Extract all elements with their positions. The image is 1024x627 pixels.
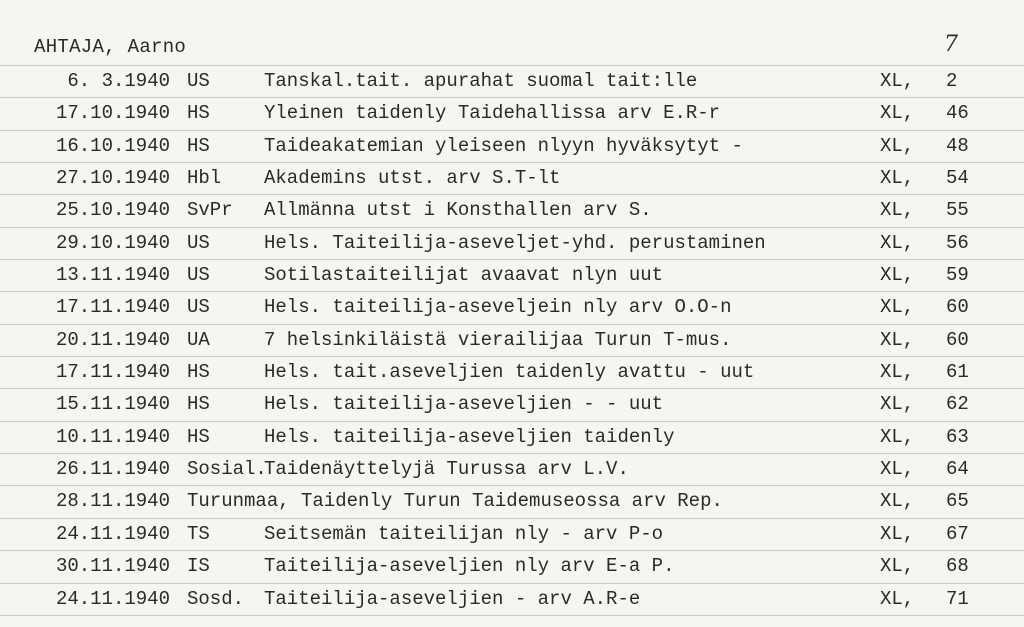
entry-title: Hels. taiteilija-aseveljien - - uut (264, 393, 664, 416)
entry-page: 60 (946, 296, 969, 319)
entry-source: HS (187, 425, 210, 448)
entry-volume: XL, (880, 296, 915, 319)
entry-page: 46 (946, 102, 969, 125)
entry-volume: XL, (880, 264, 915, 287)
entry-date: 30.11.1940 (55, 555, 170, 578)
entry-title: Allmänna utst i Konsthallen arv S. (264, 199, 652, 222)
list-item (0, 550, 1024, 582)
entry-title: Taiteilija-aseveljien - arv A.R-e (264, 587, 641, 610)
entry-source: SvPr (187, 199, 233, 222)
list-item (0, 453, 1024, 485)
entry-page: 61 (946, 361, 969, 384)
entry-title: Hels. tait.aseveljien taidenly avattu - uut (264, 361, 755, 384)
entry-source: UA (187, 328, 210, 351)
entry-volume: XL, (880, 70, 915, 92)
entry-volume: XL, (880, 102, 915, 125)
entry-volume: XL, (880, 393, 915, 416)
list-item (0, 356, 1024, 388)
entry-volume: XL, (880, 199, 915, 222)
entry-list (0, 65, 1024, 616)
entry-date: 26.11.1940 (55, 458, 170, 481)
list-item (0, 130, 1024, 162)
entry-volume: XL, (880, 555, 915, 578)
entry-source: US (187, 70, 210, 92)
entry-source: HS (187, 102, 210, 125)
entry-volume: XL, (880, 167, 915, 190)
entry-page: 65 (946, 490, 969, 513)
entry-date: 24.11.1940 (55, 522, 170, 545)
entry-title: Sotilastaiteilijat avaavat nlyn uut (264, 264, 664, 287)
list-item (0, 194, 1024, 226)
entry-date: 20.11.1940 (55, 328, 170, 351)
entry-source: Sosd. (187, 587, 245, 610)
entry-volume: XL, (880, 490, 915, 513)
entry-source: IS (187, 555, 210, 578)
entry-date: 17.11.1940 (55, 361, 170, 384)
entry-title: 7 helsinkiläistä vierailijaa Turun T-mus. (264, 328, 732, 351)
entry-date: 17.11.1940 (55, 296, 170, 319)
list-item (0, 291, 1024, 323)
card-header (0, 30, 1024, 64)
entry-volume: XL, (880, 587, 915, 610)
entry-page: 55 (946, 199, 969, 222)
entry-volume: XL, (880, 231, 915, 254)
entry-source: HS (187, 393, 210, 416)
entry-title: Taideakatemian yleiseen nlyyn hyväksytyt - (264, 134, 743, 157)
entry-volume: XL, (880, 522, 915, 545)
entry-volume: XL, (880, 458, 915, 481)
entry-date: 13.11.1940 (55, 264, 170, 287)
list-item (0, 97, 1024, 129)
list-item (0, 421, 1024, 453)
entry-title: Taidenäyttelyjä Turussa arv L.V. (264, 458, 629, 481)
entry-title: Hels. taiteilija-aseveljien taidenly (264, 425, 675, 448)
list-item (0, 485, 1024, 517)
entry-date: 24.11.1940 (55, 587, 170, 610)
entry-date: 29.10.1940 (55, 231, 170, 254)
person-name: AHTAJA, Aarno (34, 36, 187, 58)
entry-page: 64 (946, 458, 969, 481)
entry-title: Hels. Taiteilija-aseveljet-yhd. perustaminen (264, 231, 766, 254)
entry-source: HS (187, 134, 210, 157)
entry-page: 56 (946, 231, 969, 254)
list-item (0, 259, 1024, 291)
entry-date: 15.11.1940 (55, 393, 170, 416)
entry-date: 10.11.1940 (55, 425, 170, 448)
entry-date: 17.10.1940 (55, 102, 170, 125)
entry-source: US (187, 231, 210, 254)
entry-date: 28.11.1940 (55, 490, 170, 513)
list-item (0, 388, 1024, 420)
entry-page: 71 (946, 587, 969, 610)
entry-date: 25.10.1940 (55, 199, 170, 222)
list-item (0, 324, 1024, 356)
entry-source: TS (187, 522, 210, 545)
entry-source: US (187, 264, 210, 287)
entry-source: Hbl (187, 167, 222, 190)
list-item (0, 518, 1024, 550)
entry-title: Seitsemän taiteilijan nly - arv P-o (264, 522, 664, 545)
entry-title: Hels. taiteilija-aseveljein nly arv O.O-n (264, 296, 732, 319)
entry-page: 2 (946, 70, 958, 92)
entry-title: Taiteilija-aseveljien nly arv E-a P. (264, 555, 675, 578)
entry-page: 67 (946, 522, 969, 545)
entry-page: 59 (946, 264, 969, 287)
entry-title: Yleinen taidenly Taidehallissa arv E.R-r (264, 102, 721, 125)
entry-title: Akademins utst. arv S.T-lt (264, 167, 561, 190)
entry-title: Tanskal.tait. apurahat suomal tait:lle (264, 70, 698, 92)
entry-volume: XL, (880, 361, 915, 384)
entry-source: HS (187, 361, 210, 384)
entry-page: 60 (946, 328, 969, 351)
entry-page: 62 (946, 393, 969, 416)
entry-volume: XL, (880, 328, 915, 351)
entry-page: 68 (946, 555, 969, 578)
list-item (0, 227, 1024, 259)
list-item (0, 162, 1024, 194)
entry-volume: XL, (880, 134, 915, 157)
entry-source: US (187, 296, 210, 319)
entry-page: 54 (946, 167, 969, 190)
list-item (0, 65, 1024, 97)
entry-source: Turunmaa, Taidenly Turun Taidemuseossa arv Rep. (187, 490, 723, 513)
entry-date: 16.10.1940 (55, 134, 170, 157)
entry-date: 6. 3.1940 (67, 70, 170, 92)
entry-page: 48 (946, 134, 969, 157)
entry-date: 27.10.1940 (55, 167, 170, 190)
entry-volume: XL, (880, 425, 915, 448)
list-item (0, 583, 1024, 616)
card-number: 7 (944, 32, 958, 57)
entry-page: 63 (946, 425, 969, 448)
entry-source: Sosial. (187, 458, 267, 481)
